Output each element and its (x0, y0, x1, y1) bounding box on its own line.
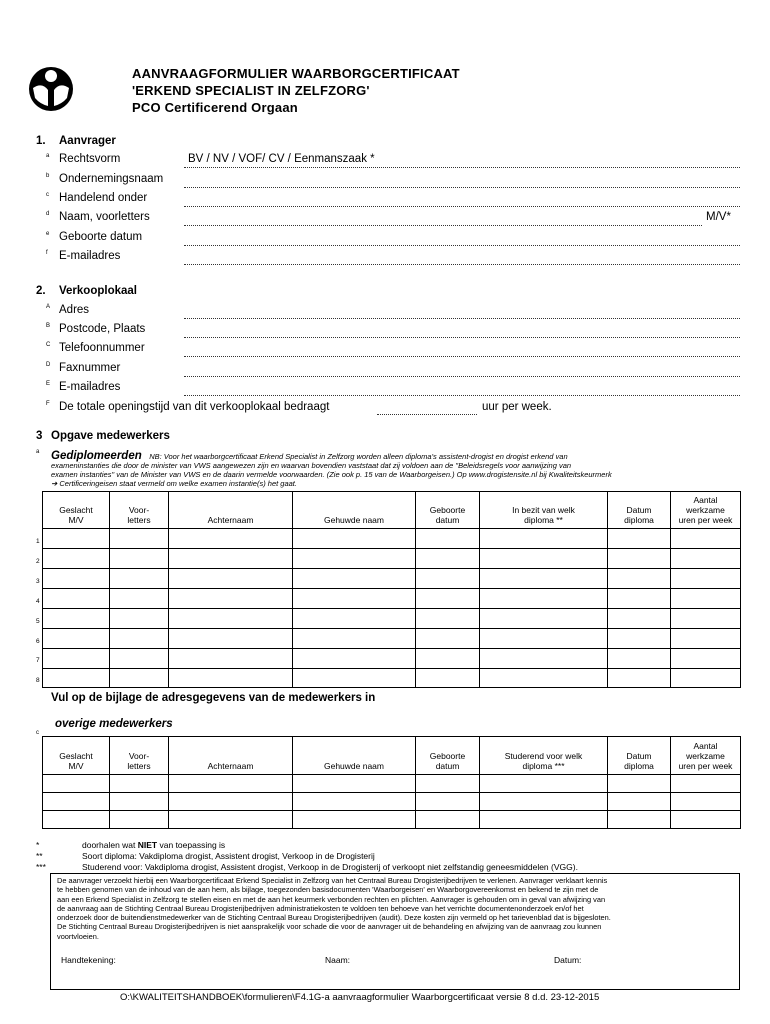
rechtsvorm-label: Rechtsvorm (59, 153, 121, 165)
verkoop-email-line[interactable] (184, 395, 740, 396)
field-sup: A (46, 304, 51, 310)
emailadres-label: E-mailadres (59, 250, 121, 262)
gediplomeerden-table (42, 491, 741, 688)
rechtsvorm-value[interactable]: BV / NV / VOF/ CV / Eenmanszaak * (188, 153, 375, 165)
field-sup: E (46, 381, 51, 387)
footnote-mark: * (36, 840, 40, 850)
table-row[interactable] (43, 569, 741, 589)
overige-medewerkers-heading: overige medewerkers (55, 718, 173, 730)
gediplomeerden-note-line2: examen instanties" van de Minister van VWS en de daarin vermelde voorwaarden. (Zie ook p. 15 van de Waarborgeisen.) Op www.drogistensite.nl bij Kwaliteitskeurmerk (51, 470, 612, 479)
footnote-1: doorhalen wat NIET van toepassing is (82, 840, 226, 850)
declaration-box (50, 873, 740, 990)
footnote-2: Soort diploma: Vakdiploma drogist, Assistent drogist, Verkoop in de Drogisterij (82, 851, 375, 861)
section3-heading: Opgave medewerkers (51, 430, 170, 442)
row-number: 5 (36, 618, 40, 625)
form-title-line3: PCO Certificerend Orgaan (132, 100, 298, 115)
section2-heading: Verkooplokaal (59, 285, 137, 297)
col-achternaam: Achternaam (169, 737, 293, 775)
openingstijd-label: De totale openingstijd van dit verkooplokaal bedraagt (59, 401, 330, 413)
row-number: 7 (36, 657, 40, 664)
naam-voorletters-line[interactable] (184, 225, 702, 226)
col-uren-per-week: Aantal werkzame uren per week (671, 492, 741, 529)
faxnummer-line[interactable] (184, 376, 740, 377)
gediplomeerden-note-line3: ➔ Certificeringeisen staat vermeld om welke examen instantie(s) het gaat. (51, 479, 297, 488)
handtekening-label: Handtekening: (61, 955, 116, 965)
table-row[interactable] (43, 649, 741, 669)
table-row[interactable] (43, 609, 741, 629)
table-row[interactable] (43, 669, 741, 688)
ondernemingsnaam-line[interactable] (184, 187, 740, 188)
field-sup: f (46, 250, 48, 256)
col-geslacht: Geslacht M/V (43, 492, 110, 529)
field-sup: B (46, 323, 51, 329)
gediplomeerden-note-line1: exameninstanties die door de minister van VWS aangewezen zijn en waarvan bovendien vaststaat dat zij voldoen aan de "Beleidsregels voor aanwijzing van (51, 461, 572, 470)
field-sup: b (46, 173, 50, 179)
row-number: 6 (36, 638, 40, 645)
ondernemingsnaam-label: Ondernemingsnaam (59, 173, 164, 185)
table-row[interactable] (43, 775, 741, 793)
field-sup: a (46, 153, 50, 159)
col-gehuwde-naam: Gehuwde naam (293, 492, 416, 529)
handelend-onder-line[interactable] (184, 206, 740, 207)
field-sup: C (46, 342, 51, 348)
field-sup: F (46, 401, 50, 407)
handelend-onder-label: Handelend onder (59, 192, 148, 204)
rechtsvorm-line[interactable] (184, 167, 740, 168)
telefoonnummer-label: Telefoonnummer (59, 342, 145, 354)
section3a-sup: a (36, 449, 40, 455)
geboorte-datum-line[interactable] (184, 245, 740, 246)
adres-label: Adres (59, 304, 90, 316)
footnote-3: Studerend voor: Vakdiploma drogist, Assistent drogist, Verkoop in de Drogisterij of verkoopt niet zelfstandig geneesmiddelen (VGG). (82, 862, 578, 872)
verkoop-email-label: E-mailadres (59, 381, 121, 393)
section1-heading: Aanvrager (59, 135, 116, 147)
postcode-plaats-label: Postcode, Plaats (59, 323, 146, 335)
section1-number: 1. (36, 135, 46, 147)
naam-label: Naam: (325, 955, 351, 965)
declaration-text: De aanvrager verzoekt hierbij een Waarborgcertificaat Erkend Specialist in Zelfzorg van het Centraal Bureau Drogisterijbedrijven te verlenen. Aanvrager verklaart kennis te hebben genomen van de inhoud van de aan hem, als bijlage, toegezonden basisdocumenten 'Waarborgeisen' en Waarborgovereenkomst en bekend te zijn met de aan een Erkend Specialist in Zelfzorg te stellen eisen en met de aan het keurmerk verbonden rechten en plichten. Aanvrager is gehouden om in geval van afwijzing van de aanvraag aan de Stichting Centraal Bureau Drogisterijbedrijven administratiekosten te voldoen ten behoeve van het verrichte documentenonderzoek en/of het onderzoek door de buitendienstmedewerker van de Stichting Centraal Bureau Drogisterijbedrijven (audit). Deze kosten zijn vermeld op het tarievenblad dat is bijgesloten. De Stichting Centraal Bureau Drogisterijbedrijven is niet aansprakelijk voor schade die voor de aanvrager uit de behandeling en afwijzing van de aanvraag zou kunnen voortvloeien. (57, 876, 611, 941)
uur-per-week-label: uur per week. (482, 401, 552, 413)
field-sup: d (46, 211, 50, 217)
field-sup: D (46, 362, 51, 368)
table-row[interactable] (43, 529, 741, 549)
field-sup: e (46, 231, 50, 237)
table-row[interactable] (43, 589, 741, 609)
bijlage-instruction: Vul op de bijlage de adresgegevens van de medewerkers in (51, 692, 376, 704)
col-datum-diploma: Datum diploma (608, 737, 671, 775)
col-geslacht: Geslacht M/V (43, 737, 110, 775)
naam-voorletters-label: Naam, voorletters (59, 211, 150, 223)
adres-line[interactable] (184, 318, 740, 319)
col-datum-diploma: Datum diploma (608, 492, 671, 529)
table-row[interactable] (43, 811, 741, 829)
col-geboortedatum: Geboorte datum (416, 492, 480, 529)
row-number: 1 (36, 538, 40, 545)
section3-number: 3 (36, 430, 43, 442)
table-header-row (43, 737, 741, 775)
telefoonnummer-line[interactable] (184, 356, 740, 357)
footer-document-path: O:\KWALITEITSHANDBOEK\formulieren\F4.1G-a aanvraagformulier Waarborgcertificaat versie 8 d.d. 23-12-2015 (120, 992, 600, 1003)
emailadres-line[interactable] (184, 264, 740, 265)
col-voorletters: Voor- letters (110, 737, 169, 775)
gender-mv-value[interactable]: M/V* (706, 211, 731, 223)
table-row[interactable] (43, 793, 741, 811)
section2-number: 2. (36, 285, 46, 297)
col-gehuwde-naam: Gehuwde naam (293, 737, 416, 775)
row-number: 8 (36, 677, 40, 684)
row-number: 4 (36, 598, 40, 605)
col-geboortedatum: Geboorte datum (416, 737, 480, 775)
gediplomeerden-heading: Gediplomeerden (51, 450, 142, 462)
section3c-sup: c (36, 730, 39, 736)
footnote-mark: ** (36, 851, 43, 861)
col-uren-per-week: Aantal werkzame uren per week (671, 737, 741, 775)
field-sup: c (46, 192, 49, 198)
col-diploma: In bezit van welk diploma ** (480, 492, 608, 529)
geboorte-datum-label: Geboorte datum (59, 231, 143, 243)
table-row[interactable] (43, 549, 741, 569)
form-title-line2: 'ERKEND SPECIALIST IN ZELFZORG' (132, 83, 370, 98)
col-achternaam: Achternaam (169, 492, 293, 529)
gediplomeerden-note-lead: NB: Voor het waarborgcertificaat Erkend Specialist in Zelfzorg worden alleen diploma's assistent-drogist en drogist erkend van (149, 452, 568, 461)
col-studerend-diploma: Studerend voor welk diploma *** (480, 737, 608, 775)
postcode-plaats-line[interactable] (184, 337, 740, 338)
col-voorletters: Voor- letters (110, 492, 169, 529)
row-number: 2 (36, 558, 40, 565)
row-number: 3 (36, 578, 40, 585)
footnote-mark: *** (36, 862, 46, 872)
openingstijd-line[interactable] (377, 414, 477, 415)
form-title-line1: AANVRAAGFORMULIER WAARBORGCERTIFICAAT (132, 66, 460, 81)
table-header-row (43, 492, 741, 529)
faxnummer-label: Faxnummer (59, 362, 121, 374)
table-row[interactable] (43, 629, 741, 649)
datum-label: Datum: (554, 955, 582, 965)
cbd-logo (28, 66, 74, 112)
overige-medewerkers-table (42, 736, 741, 829)
